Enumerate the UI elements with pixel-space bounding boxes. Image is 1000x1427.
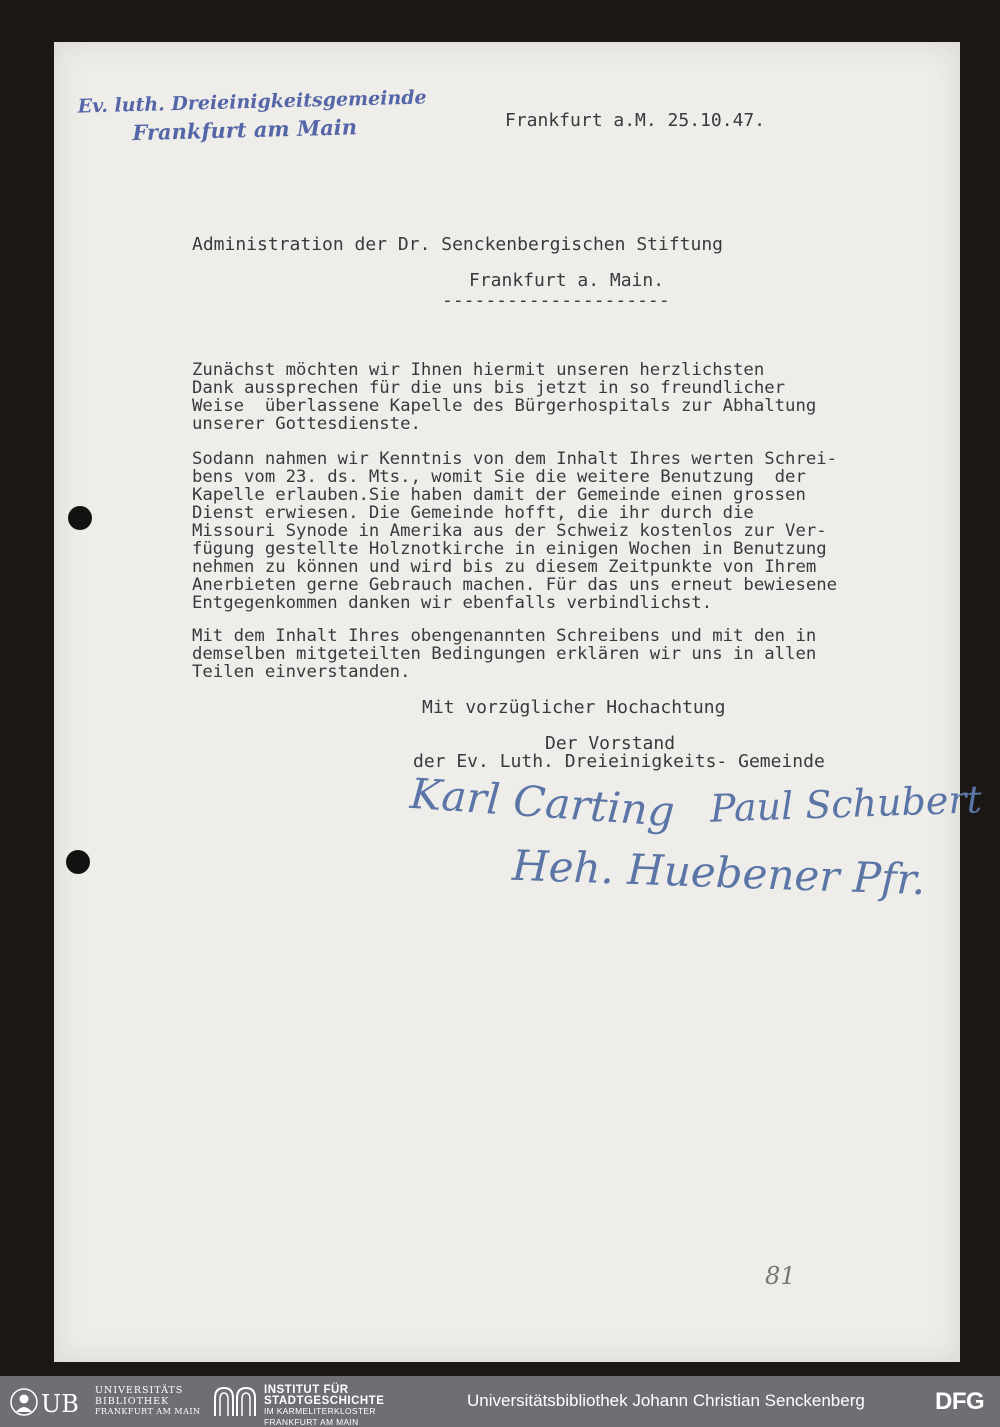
body-line: Entgegenkommen danken wir ebenfalls verbindlichst. bbox=[192, 593, 713, 613]
body-line: unserer Gottesdienste. bbox=[192, 414, 421, 434]
body-line: Missouri Synode in Amerika aus der Schweiz kostenlos zur Ver- bbox=[192, 521, 827, 541]
body-line: Mit dem Inhalt Ihres obengenannten Schreibens und mit den in bbox=[192, 626, 817, 646]
body-line: nehmen zu können und wird bis zu diesem Zeitpunkte von Ihrem bbox=[192, 557, 817, 577]
body-line: Zunächst möchten wir Ihnen hiermit unseren herzlichsten bbox=[192, 360, 765, 380]
punch-hole bbox=[66, 850, 90, 874]
body-line: Kapelle erlauben.Sie haben damit der Gemeinde einen grossen bbox=[192, 485, 806, 505]
isg-line-2: STADTGESCHICHTE bbox=[264, 1394, 385, 1407]
city-history-institute-logo bbox=[213, 1386, 257, 1418]
body-line: Sodann nahmen wir Kenntnis von dem Inhalt Ihres werten Schrei- bbox=[192, 449, 838, 469]
recipient-line-2: Frankfurt a. Main. bbox=[469, 270, 665, 291]
paragraph-2 bbox=[192, 450, 962, 612]
closing-salutation: Mit vorzüglicher Hochachtung bbox=[422, 697, 726, 718]
paragraph-1 bbox=[192, 361, 962, 433]
folio-number: 81 bbox=[765, 1262, 796, 1290]
body-line: Dienst erwiesen. Die Gemeinde hofft, die ihr durch die bbox=[192, 503, 754, 523]
recipient-underline: --------------------- bbox=[442, 290, 670, 311]
body-line: Anerbieten gerne Gebrauch machen. Für das uns erneut bewiesene bbox=[192, 575, 838, 595]
board-line-1: Der Vorstand bbox=[545, 733, 676, 754]
letterhead-stamp bbox=[77, 83, 427, 148]
body-line: Weise überlassene Kapelle des Bürgerhospitals zur Abhaltung bbox=[192, 396, 817, 416]
punch-hole bbox=[68, 506, 92, 530]
body-line: Teilen einverstanden. bbox=[192, 662, 411, 682]
body-line: fügung gestellte Holznotkirche in einigen Wochen in Benutzung bbox=[192, 539, 827, 559]
recipient-line-1: Administration der Dr. Senckenbergischen Stiftung bbox=[192, 234, 724, 255]
signature-1: Karl Carting bbox=[408, 768, 677, 837]
university-library-name bbox=[95, 1386, 201, 1418]
ub-line-1: UNIVERSITÄTS bbox=[95, 1385, 184, 1396]
ub-line-2: BIBLIOTHEK bbox=[95, 1395, 170, 1407]
body-line: demselben mitgeteilten Bedingungen erklären wir uns in allen bbox=[192, 644, 817, 664]
ub-abbrev: UB bbox=[41, 1390, 79, 1417]
isg-line-3: IM KARMELITERKLOSTER bbox=[264, 1406, 376, 1416]
dfg-logo: DFG bbox=[935, 1388, 985, 1415]
stamp-line-2: Frankfurt am Main bbox=[132, 114, 358, 146]
paragraph-3 bbox=[192, 627, 962, 681]
university-library-logo bbox=[10, 1387, 90, 1417]
ub-line-3: FRANKFURT AM MAIN bbox=[95, 1407, 201, 1416]
signature-2: Paul Schubert bbox=[709, 777, 983, 831]
board-line-2: der Ev. Luth. Dreieinigkeits- Gemeinde bbox=[413, 751, 825, 772]
holding-institution: Universitätsbibliothek Johann Christian Senckenberg bbox=[467, 1391, 865, 1410]
city-history-institute-name bbox=[264, 1385, 384, 1427]
body-line: Dank aussprechen für die uns bis jetzt in so freundlicher bbox=[192, 378, 786, 398]
stamp-line-1: Ev. luth. Dreieinigkeitsgemeinde bbox=[77, 86, 427, 118]
footer-bar bbox=[0, 1376, 1000, 1427]
signature-3: Heh. Huebener Pfr. bbox=[511, 840, 927, 905]
body-line: bens vom 23. ds. Mts., womit Sie die weitere Benutzung der bbox=[192, 467, 806, 487]
isg-line-1: INSTITUT FÜR bbox=[264, 1384, 349, 1396]
isg-line-4: FRANKFURT AM MAIN bbox=[264, 1416, 359, 1427]
place-date: Frankfurt a.M. 25.10.47. bbox=[505, 110, 766, 131]
